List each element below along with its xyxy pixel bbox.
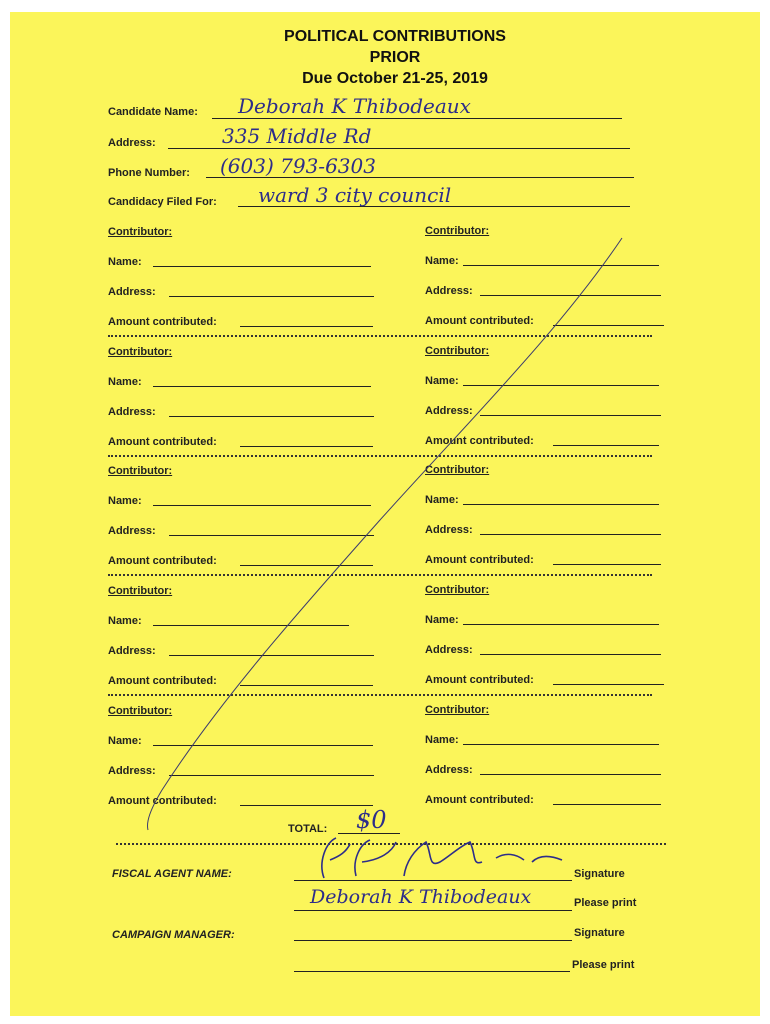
name-label: Name: (108, 256, 142, 268)
address-field[interactable] (480, 774, 661, 775)
total-value[interactable]: $0 (356, 806, 387, 834)
amount-field[interactable] (553, 684, 664, 685)
form-subtitle: PRIOR (369, 49, 421, 66)
section-divider (108, 574, 652, 576)
contributor-heading: Contributor: (108, 226, 173, 238)
signature-label: Signature (574, 868, 625, 880)
address-field[interactable] (480, 654, 661, 655)
candidacy-filed-label: Candidacy Filed For: (108, 196, 217, 208)
candidate-address-line (168, 148, 630, 149)
amount-field[interactable] (553, 325, 664, 326)
amount-label: Amount contributed: (108, 436, 217, 448)
address-field[interactable] (169, 535, 374, 536)
amount-field[interactable] (553, 564, 661, 565)
address-label: Address: (108, 406, 156, 418)
amount-field[interactable] (240, 805, 373, 806)
contributor-heading: Contributor: (108, 705, 173, 717)
address-label: Address: (108, 645, 156, 657)
signature-label: Signature (574, 927, 625, 939)
address-label: Address: (108, 525, 156, 537)
name-field[interactable] (463, 385, 659, 386)
section-divider (108, 455, 652, 457)
name-field[interactable] (463, 624, 659, 625)
due-date: Due October 21-25, 2019 (302, 70, 488, 87)
address-field[interactable] (169, 416, 374, 417)
contributor-heading: Contributor: (108, 465, 173, 477)
campaign-manager-label: CAMPAIGN MANAGER: (112, 929, 235, 941)
contributor-heading: Contributor: (425, 225, 490, 237)
candidate-address-value[interactable]: 335 Middle Rd (222, 124, 372, 148)
contributor-heading: Contributor: (425, 584, 490, 596)
name-field[interactable] (153, 266, 371, 267)
name-field[interactable] (463, 744, 659, 745)
contributor-heading: Contributor: (108, 585, 173, 597)
name-label: Name: (108, 495, 142, 507)
name-label: Name: (425, 255, 459, 267)
fiscal-agent-print-line[interactable] (294, 910, 572, 911)
amount-label: Amount contributed: (108, 316, 217, 328)
campaign-manager-signature-line[interactable] (294, 940, 572, 941)
please-print-label: Please print (574, 897, 637, 909)
name-label: Name: (108, 735, 142, 747)
address-field[interactable] (169, 775, 374, 776)
name-label: Name: (108, 615, 142, 627)
candidate-address-label: Address: (108, 137, 156, 149)
address-field[interactable] (480, 415, 661, 416)
amount-field[interactable] (553, 445, 659, 446)
amount-field[interactable] (240, 446, 373, 447)
fiscal-agent-printed-name[interactable]: Deborah K Thibodeaux (310, 886, 532, 908)
amount-label: Amount contributed: (425, 794, 534, 806)
amount-field[interactable] (240, 685, 373, 686)
address-label: Address: (425, 285, 473, 297)
amount-label: Amount contributed: (425, 315, 534, 327)
amount-label: Amount contributed: (425, 435, 534, 447)
name-label: Name: (425, 614, 459, 626)
address-label: Address: (425, 644, 473, 656)
address-label: Address: (108, 286, 156, 298)
name-field[interactable] (153, 745, 373, 746)
address-label: Address: (425, 405, 473, 417)
name-field[interactable] (153, 625, 349, 626)
name-field[interactable] (463, 265, 659, 266)
address-label: Address: (108, 765, 156, 777)
name-field[interactable] (463, 504, 659, 505)
please-print-label: Please print (572, 959, 635, 971)
name-label: Name: (425, 494, 459, 506)
name-label: Name: (108, 376, 142, 388)
address-label: Address: (425, 524, 473, 536)
campaign-manager-print-line[interactable] (294, 971, 570, 972)
address-field[interactable] (169, 655, 374, 656)
candidate-name-value[interactable]: Deborah K Thibodeaux (238, 94, 471, 118)
phone-value[interactable]: (603) 793-6303 (220, 154, 376, 178)
candidacy-filed-value[interactable]: ward 3 city council (258, 183, 452, 207)
amount-label: Amount contributed: (425, 554, 534, 566)
amount-label: Amount contributed: (108, 555, 217, 567)
section-divider (108, 335, 652, 337)
candidate-name-line (212, 118, 622, 119)
name-field[interactable] (153, 505, 371, 506)
name-field[interactable] (153, 386, 371, 387)
contributor-heading: Contributor: (425, 704, 490, 716)
section-divider (108, 694, 652, 696)
address-field[interactable] (480, 295, 661, 296)
amount-field[interactable] (553, 804, 661, 805)
name-label: Name: (425, 375, 459, 387)
address-field[interactable] (169, 296, 374, 297)
phone-label: Phone Number: (108, 167, 190, 179)
contributor-heading: Contributor: (425, 464, 490, 476)
fiscal-agent-signature-image (300, 832, 580, 884)
amount-field[interactable] (240, 326, 373, 327)
fiscal-agent-label: FISCAL AGENT NAME: (112, 868, 232, 880)
amount-field[interactable] (240, 565, 373, 566)
address-label: Address: (425, 764, 473, 776)
address-field[interactable] (480, 534, 661, 535)
form-title: POLITICAL CONTRIBUTIONS (284, 28, 506, 45)
name-label: Name: (425, 734, 459, 746)
amount-label: Amount contributed: (108, 795, 217, 807)
candidate-name-label: Candidate Name: (108, 106, 198, 118)
contributor-heading: Contributor: (108, 346, 173, 358)
amount-label: Amount contributed: (425, 674, 534, 686)
total-label: TOTAL: (288, 823, 328, 835)
contributor-heading: Contributor: (425, 345, 490, 357)
amount-label: Amount contributed: (108, 675, 217, 687)
